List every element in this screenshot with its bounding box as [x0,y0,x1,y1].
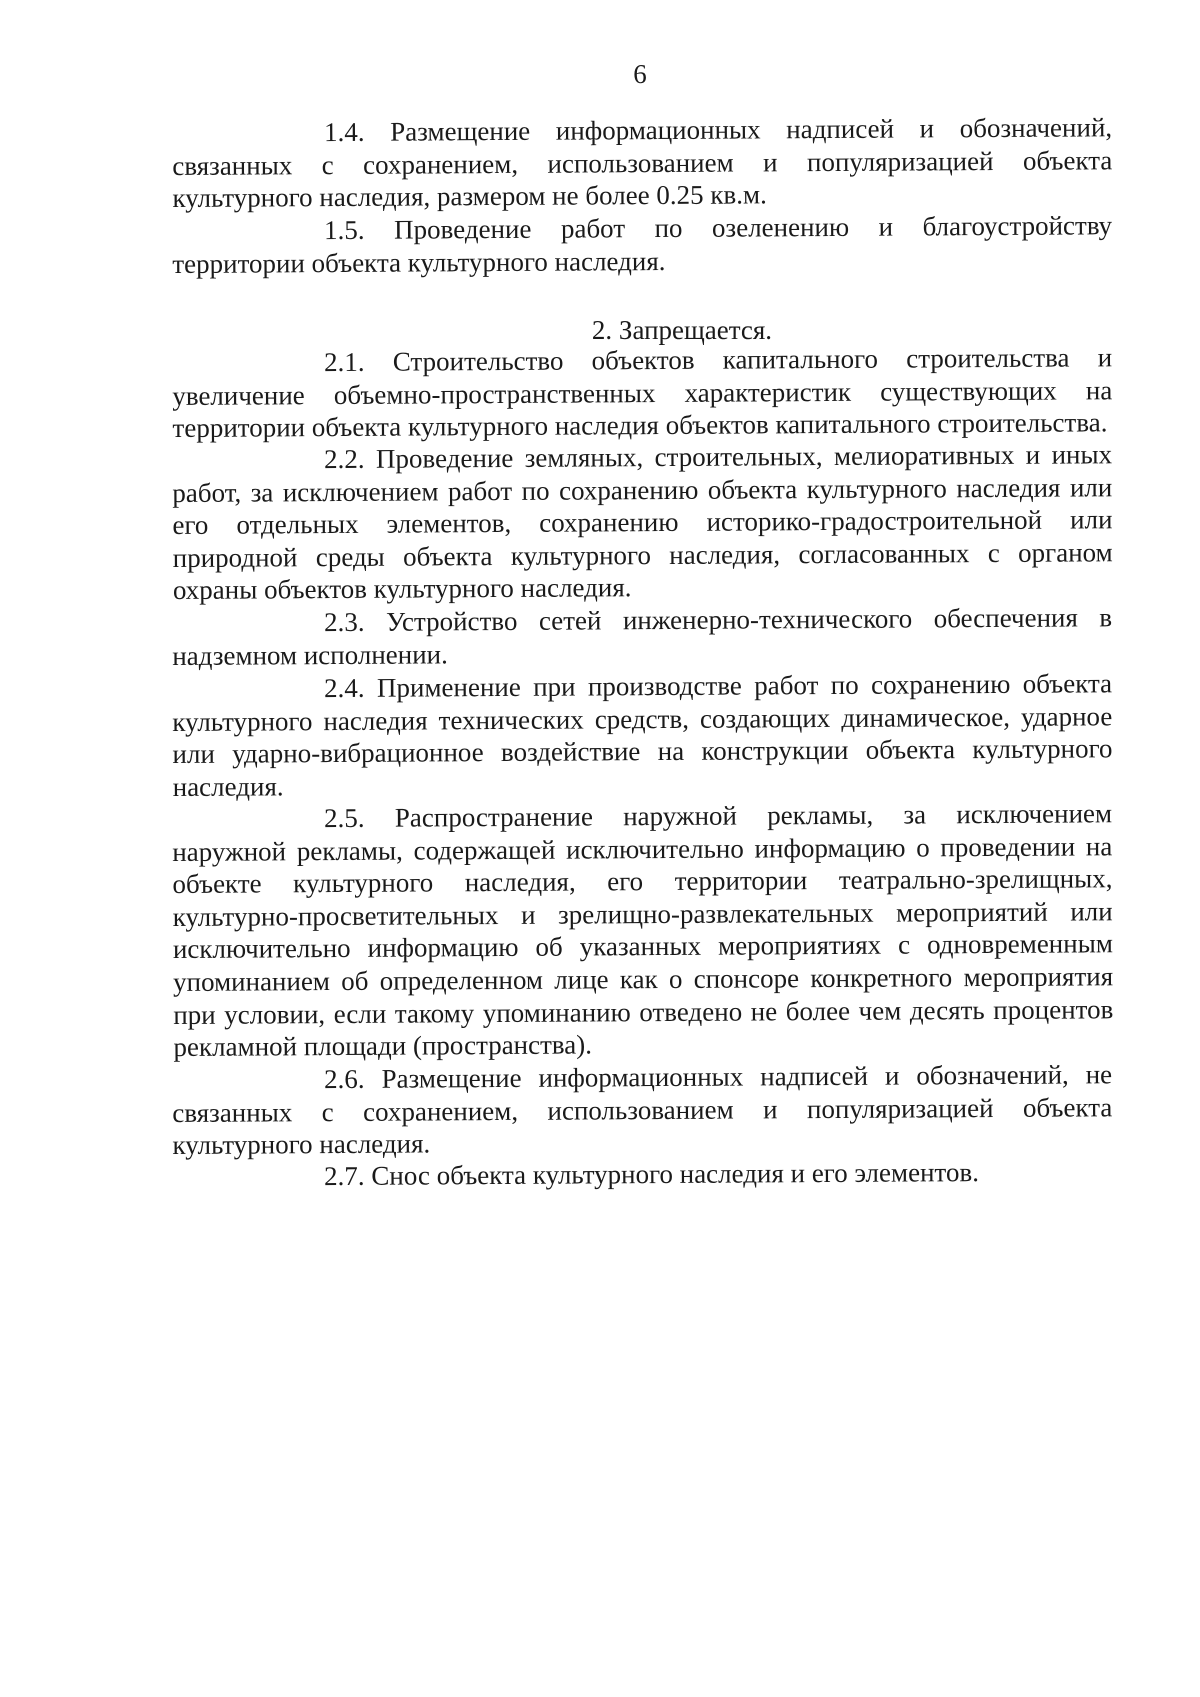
item-1-4 [172,111,1113,215]
item-number: 1.4. [324,116,365,148]
item-number: 2.7. [324,1161,365,1192]
item-2-1 [172,341,1113,445]
item-1-5 [172,209,1112,280]
item-number: 2.5. [324,802,365,833]
item-text: Строительство объектов капитального строительства и увеличение объемно-пространственных характеристик существующих на территории объекта культурного наследия объектов капитального строительства. [172,341,1113,443]
item-2-7 [172,1156,1112,1194]
item-2-5 [172,797,1114,1063]
item-number: 2.1. [324,346,365,377]
item-text: Применение при производстве работ по сохранению объекта культурного наследия технических средств, создающих динамическое, ударное или ударно-вибрационное воздействие на конструкции объекта культурного наследия. [172,667,1113,802]
item-2-2 [172,439,1113,608]
item-2-4 [172,667,1113,803]
item-number: 2.2. [324,444,365,475]
item-2-3 [172,602,1112,673]
item-text: Проведение земляных, строительных, мелиоративных и иных работ, за исключением работ по сохранению объекта культурного наследия или его отдельных элементов, сохранению историко-градостроительной или природной среды объекта культурного наследия, согласованных с органом охраны объектов культурного наследия. [172,439,1113,606]
item-text: Снос объекта культурного наследия и его элементов. [371,1157,980,1192]
item-number: 1.5. [324,214,365,245]
item-number: 2.3. [324,607,365,638]
item-text: Распространение наружной рекламы, за исключением наружной рекламы, содержащей исключительно информацию о проведении на объекте культурного наследия, его территории театрально-зрелищных, культурно-просветительных и зрелищно-развлекательных мероприятий или исключительно информацию об указанных мероприятиях с одновременным упоминанием об определенном лице как о спонсоре конкретного мероприятия при условии, если такому упоминанию отведено не более чем десять процентов рекламной площади (пространства). [172,798,1114,1063]
item-text: Размещение информационных надписей и обозначений, связанных с сохранением, использованием и популяризацией объекта культурного наследия, размером не более 0.25 кв.м. [172,112,1113,214]
item-number: 2.6. [324,1063,365,1094]
document-body [172,112,1114,1194]
item-text: Размещение информационных надписей и обозначений, не связанных с сохранением, использованием и популяризацией объекта культурного наследия. [172,1058,1113,1160]
item-2-6 [172,1058,1113,1162]
item-text: Устройство сетей инженерно-технического обеспечения в надземном исполнении. [172,602,1113,671]
section-heading-prohibited: 2. Запрещается. [591,314,773,345]
item-text: Проведение работ по озеленению и благоустройству территории объекта культурного наследия. [172,210,1113,279]
item-number: 2.4. [324,672,365,703]
page-number: 6 [633,59,647,89]
